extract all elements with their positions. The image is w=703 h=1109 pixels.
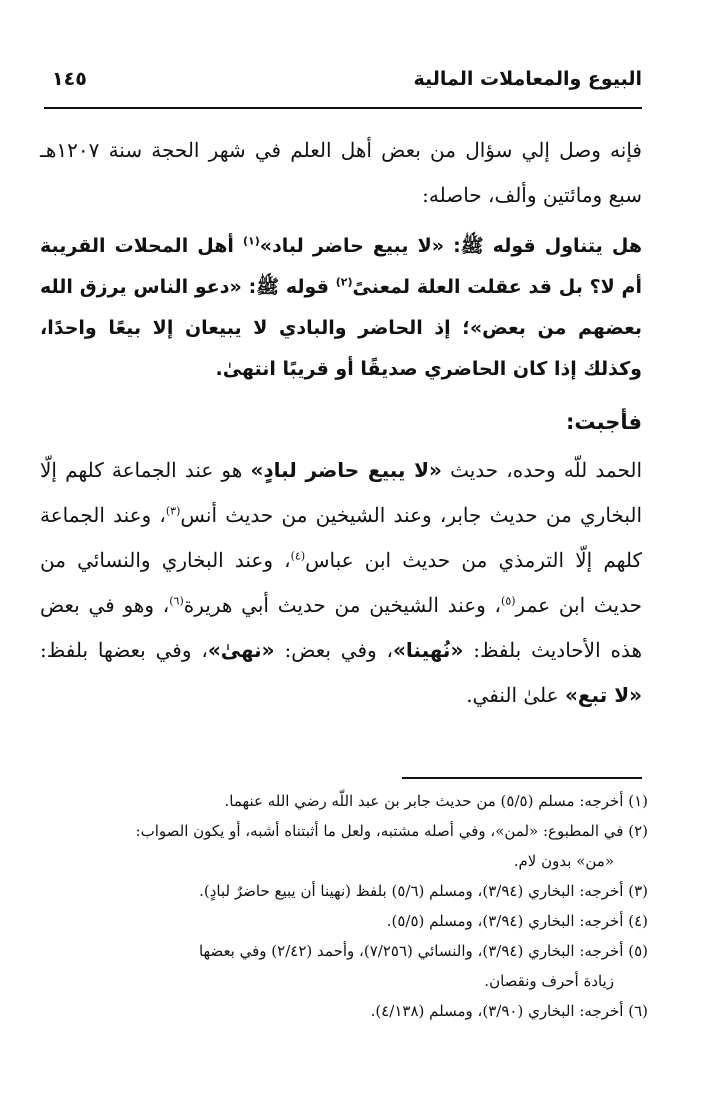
footnote-text: أخرجه: البخاري (٣/٩٤)، ومسلم (٥/٦) بلفظ (نهينا أن يبيع حاضرٌ لبادٍ).: [199, 882, 624, 900]
question-paragraph: [40, 226, 642, 390]
intro-line-2: سبع ومائتين وألف، حاصله:: [422, 183, 642, 207]
answer-seg-6: ، وهو في بعض هذه الأحاديث بلفظ:: [40, 593, 642, 662]
footnote-text: أخرجه: البخاري (٣/٩٤)، والنسائي (٧/٢٥٦)، وأحمد (٢/٤٢) وفي بعضها: [198, 942, 624, 960]
footnote-separator: [402, 777, 642, 779]
intro-line-1: فإنه وصل إلي سؤال من بعض أهل العلم في شهر الحجة سنة ١٢٠٧هـ: [40, 138, 642, 162]
answer-heading: فأجبت:: [566, 410, 642, 434]
answer-seg-2: هو عند الجماعة كلهم إلّا البخاري من حديث جابر، وعند الشيخين من حديث أنس: [40, 458, 643, 527]
answer-seg-3: ، وعند الجماعة كلهم إلّا الترمذي من حديث ابن عباس: [40, 503, 642, 572]
footnote-text: في المطبوع: «لمن»، وفي أصله مشتبه، ولعل ما أثبتناه أشبه، أو يكون الصواب:: [135, 822, 624, 840]
hadith-quote-1: «لا يبيع حاضر لبادٍ»: [250, 458, 442, 482]
footnote-ref-4: (٤): [290, 549, 306, 563]
footnote-continuation: زيادة أحرف ونقصان.: [484, 972, 614, 990]
footnote-3: [44, 876, 648, 906]
header-rule: [44, 107, 642, 109]
footnote-1: [44, 786, 648, 816]
footnote-ref-1: (١): [242, 234, 260, 248]
footnote-ref-3: (٣): [165, 504, 181, 518]
footnote-6: [44, 996, 648, 1026]
answer-seg-8: ، وفي بعضها بلفظ:: [40, 638, 208, 662]
footnote-ref-2: (٢): [335, 275, 353, 289]
footnote-number: (٤): [628, 912, 648, 930]
footnote-number: (٣): [628, 882, 648, 900]
footnote-number: (٥): [628, 942, 648, 960]
answer-paragraph: [40, 448, 642, 718]
footnote-text: أخرجه: مسلم (٥/٥) من حديث جابر بن عبد اللّه رضي الله عنهما.: [224, 792, 624, 810]
footnote-4: [44, 906, 648, 936]
question-part-1: هل يتناول قوله ﷺ: «لا يبيع حاضر لباد»: [259, 235, 642, 257]
hadith-quote-2: «نُهينا»: [392, 638, 464, 662]
hadith-quote-3: «نهىٰ»: [207, 638, 275, 662]
footnote-text: أخرجه: البخاري (٣/٩٠)، ومسلم (٤/١٣٨).: [370, 1002, 624, 1020]
answer-seg-7: ، وفي بعض:: [274, 638, 393, 662]
footnote-2: [44, 816, 648, 876]
page-header: [44, 68, 642, 102]
footnote-ref-6: (٦): [169, 594, 184, 608]
footnote-continuation: «من» بدون لام.: [513, 852, 614, 870]
footnote-text: أخرجه: البخاري (٣/٩٤)، ومسلم (٥/٥).: [386, 912, 624, 930]
footnote-number: (٢): [628, 822, 648, 840]
answer-seg-4: ، وعند البخاري والنسائي من حديث ابن عمر: [40, 548, 642, 617]
footnote-5: [44, 936, 648, 996]
answer-seg-9: علىٰ النفي.: [466, 683, 565, 707]
main-text: [40, 128, 642, 718]
intro-paragraph: [40, 128, 642, 218]
footnotes: [44, 786, 648, 1026]
hadith-quote-4: «لا تبع»: [564, 683, 642, 707]
answer-seg-1: الحمد للّه وحده، حديث: [441, 458, 643, 482]
answer-seg-5: ، وعند الشيخين من حديث أبي هريرة: [183, 593, 502, 617]
footnote-ref-5: (٥): [501, 594, 516, 608]
question-part-3: قوله ﷺ: «دعو الناس يرزق الله بعضهم من بعض»؛ إذ الحاضر والبادي لا يبيعان إلا بيعًا واحدًا، وكذلك إذا كان الحاضري صديقًا أو قريبًا انتهىٰ.: [40, 276, 642, 380]
page-number: ١٤٥: [52, 68, 87, 90]
question-part-2: أهل المحلات القريبة أم لا؟ بل قد عقلت العلة لمعنىً: [40, 235, 642, 298]
running-title: البيوع والمعاملات المالية: [413, 68, 642, 90]
footnote-number: (٦): [628, 1002, 648, 1020]
footnote-number: (١): [628, 792, 648, 810]
